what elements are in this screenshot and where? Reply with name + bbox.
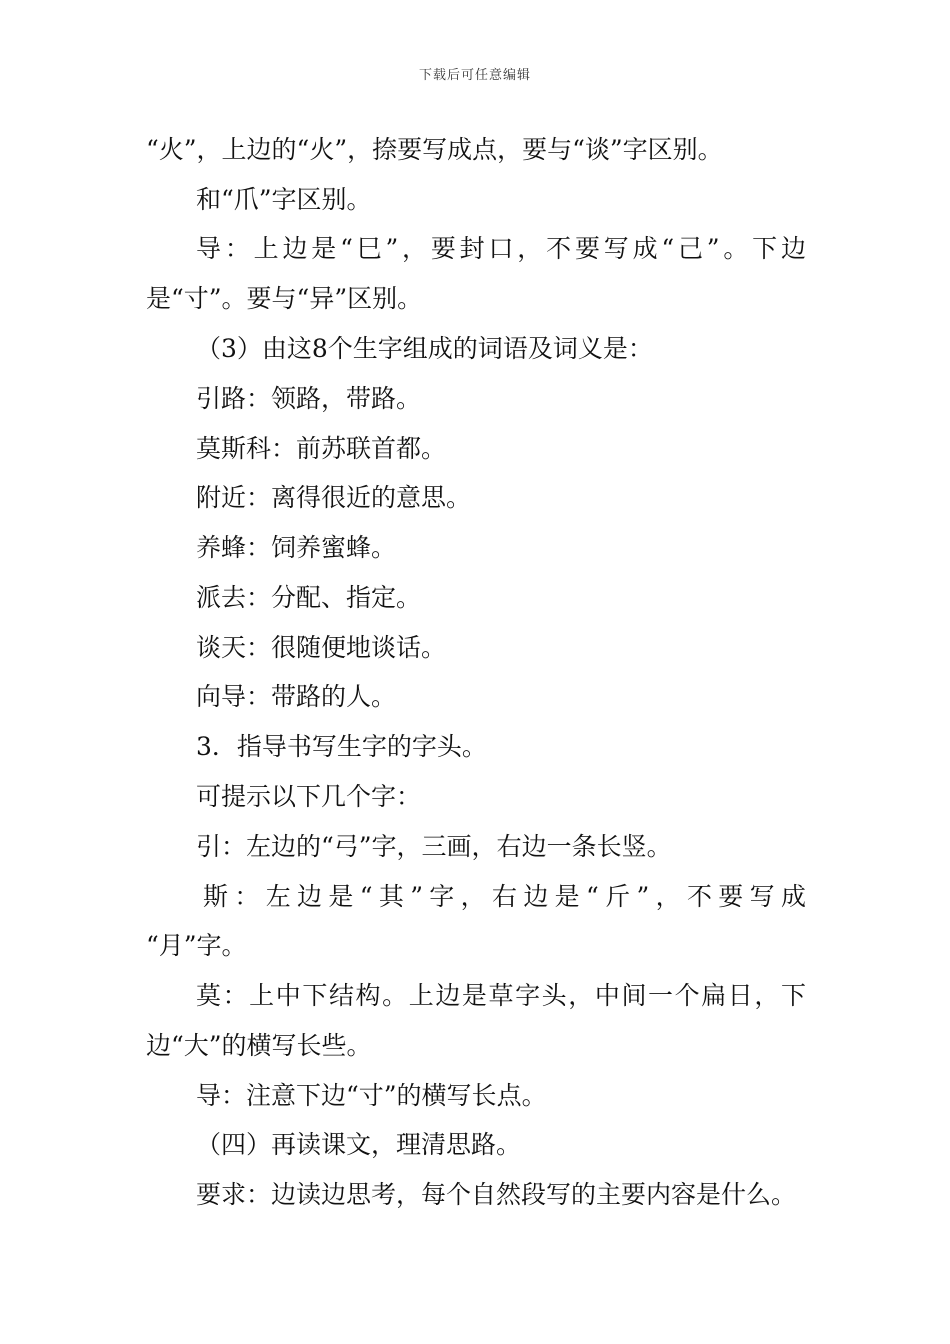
page-header: 下载后可任意编辑 [418,68,531,83]
text-line: “月”字。 [146,931,247,960]
text-line: （四）再读课文，理清思路。 [196,1130,522,1159]
text-line: 要求：边读边思考，每个自然段写的主要内容是什么。 [196,1180,797,1209]
text-line: 斯：左边是“其”字，右边是“斤”，不要写成 [203,882,806,911]
text-line: 和“爪”字区别。 [196,185,372,214]
text-line: “火”，上边的“火”，捺要写成点，要与“谈”字区别。 [146,135,723,164]
text-line: 莫斯科：前苏联首都。 [196,434,447,463]
text-line: 3．指导书写生字的字头。 [196,732,487,761]
text-line: （3）由这8个生字组成的词语及词义是： [196,334,653,363]
text-line: 导：上边是“巳”，要封口，不要写成“己”。下边 [196,234,806,263]
text-line: 是“寸”。要与“异”区别。 [146,284,423,313]
text-line: 附近：离得很近的意思。 [196,483,472,512]
text-line: 向导：带路的人。 [196,682,397,711]
text-line: 派去：分配、指定。 [196,583,422,612]
text-line: 引路：领路，带路。 [196,384,422,413]
text-line: 可提示以下几个字： [196,782,422,811]
text-line: 导：注意下边“寸”的横写长点。 [196,1081,547,1110]
text-line: 边“大”的横写长些。 [146,1031,372,1060]
text-line: 莫：上中下结构。上边是草字头，中间一个扁日，下 [196,981,806,1010]
text-line: 养蜂：饲养蜜蜂。 [196,533,397,562]
text-line: 引：左边的“弓”字，三画，右边一条长竖。 [196,832,672,861]
text-line: 谈天：很随便地谈话。 [196,633,447,662]
